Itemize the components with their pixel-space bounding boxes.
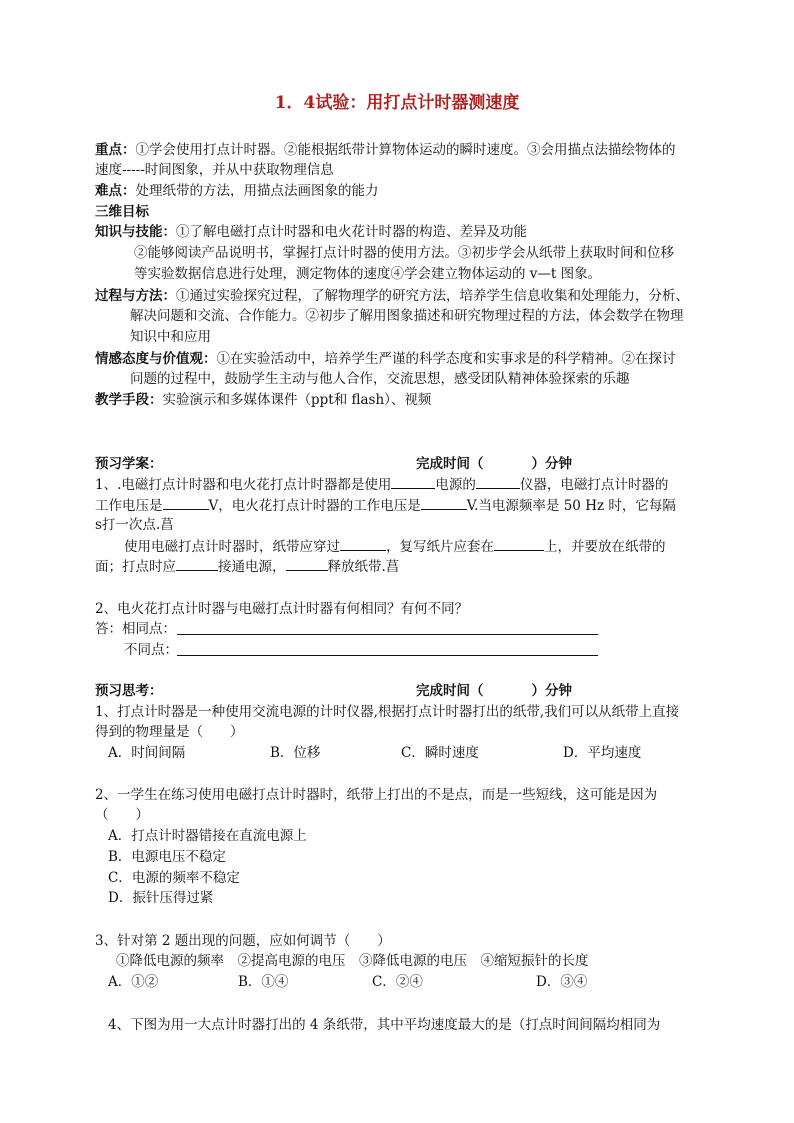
preview-study-time [416,455,572,473]
teaching-means-line [95,391,431,409]
blank-release-order[interactable] [286,557,328,571]
preview-study-time-unit: ）分钟 [531,456,572,472]
emotion-label: 情感态度与价值观： [95,351,217,367]
skill-label: 知识与技能： [95,224,176,240]
think-q3-option-d[interactable]: D．③④ [536,974,588,990]
preview-think-time-label: 完成时间（ [416,683,484,699]
skill-line-3: 等实验数据信息进行处理，测定物体的速度④学会建立物体运动的 v—t 图象。 [134,266,602,282]
think-q2-line-2: （ ） [95,807,149,823]
process-line-2: 解决问题和交流、合作能力。②初步了解用图象描述和研究物理过程的方法，体会数学在物理 [130,308,684,324]
think-q2-line-1: 2、一学生在练习使用电磁打点计时器时，纸带上打出的不是点，而是一些短线，这可能是因为 [95,787,658,803]
stray-glyph-mark-2: 菖 [385,559,400,575]
preview-study-heading: 预习学案： [95,456,163,472]
study-q1-line-5: 面；打点时应 接通电源， 释放纸带.菖 [95,559,400,575]
think-q2-option-a[interactable]: A．打点计时器错接在直流电源上 [108,828,307,844]
process-text-1: ①通过实验探究过程，了解物理学的研究方法，培养学生信息收集和处理能力，分析、 [176,288,689,304]
emotion-line-1 [95,350,676,368]
skill-line-2: ②能够阅读产品说明书，掌握打点计时器的使用方法。③初步学会从纸带上获取时间和位移 [134,245,674,261]
answer-line-same[interactable] [177,634,598,635]
teaching-means-label: 教学手段： [95,392,163,408]
think-q1-line-1: 1、打点计时器是一种使用交流电源的计时仪器,根据打点计时器打出的纸带,我们可以从纸带上直接 [95,704,680,720]
think-q1-line-2: 得到的物理量是（ ） [95,724,244,740]
study-q1-line-3: s打一次点.菖 [95,517,174,533]
study-q1-line-2: 工作电压是 V，电火花打点计时器的工作电压是 V.当电源频率是 50 Hz 时，它每隔 [95,498,676,514]
study-q1-line-1: 1、.电磁打点计时器和电火花打点计时器都是使用 电源的 仪器，电磁打点计时器的 [95,477,669,493]
think-q3-option-c[interactable]: C．②④ [372,974,423,990]
think-q2-option-d[interactable]: D．振针压得过紧 [108,890,214,906]
difficult-points-line [95,182,379,200]
difficult-points-text: 处理纸带的方法，用描点法画图象的能力 [135,183,379,199]
stray-glyph-mark: 菖 [160,517,174,533]
blank-power-order[interactable] [176,557,218,571]
process-label: 过程与方法： [95,288,176,304]
key-points-text-1: ①学会使用打点计时器。②能根据纸带计算物体运动的瞬时速度。③会用描点法描绘物体的 [135,142,676,158]
process-line-1 [95,287,689,305]
key-points-line-1 [95,141,676,159]
think-q1-option-c[interactable]: C．瞬时速度 [401,745,479,761]
blank-tape-through[interactable] [340,537,386,551]
study-q1-line-4: 使用电磁打点计时器时，纸带应穿过 ，复写纸片应套在 上，并要放在纸带的 [124,539,666,555]
answer-line-diff[interactable] [177,655,598,656]
think-q1-option-a[interactable]: A．时间间隔 [108,745,186,761]
study-q2-diff-label: 不同点： [124,642,178,658]
think-q1-option-d[interactable]: D．平均速度 [563,745,642,761]
blank-power-type[interactable] [391,475,435,489]
blank-spark-voltage[interactable] [421,496,467,510]
preview-think-time [416,682,572,700]
preview-think-time-unit: ）分钟 [531,683,572,699]
preview-think-heading: 预习思考： [95,683,163,699]
key-points-line-2: 速度-----时间图象，并从中获取物理信息 [95,162,334,178]
emotion-line-2: 问题的过程中，鼓励学生主动与他人合作，交流思想，感受团队精神体验探索的乐趣 [130,371,630,387]
blank-electromagnetic-voltage[interactable] [163,496,209,510]
study-q2-same-label: 答：相同点： [95,621,176,637]
emotion-text-1: ①在实验活动中，培养学生严谨的科学态度和实事求是的科学精神。②在探讨 [216,351,676,367]
teaching-means-text: 实验演示和多媒体课件（ppt和 flash）、视频 [162,392,432,408]
think-q1-option-b[interactable]: B．位移 [270,745,321,761]
think-q3-choices: ①降低电源的频率 ②提高电源的电压 ③降低电源的电压 ④缩短振针的长度 [116,953,589,969]
blank-instrument[interactable] [476,475,520,489]
think-q3-option-a[interactable]: A．①② [108,974,159,990]
key-points-label: 重点： [95,142,136,158]
think-q3-line-1: 3、针对第 2 题出现的问题，应如何调节（ ） [95,933,391,949]
blank-carbon-paper[interactable] [494,537,544,551]
difficult-points-label: 难点： [95,183,136,199]
three-dim-goals-heading: 三维目标 [95,204,149,220]
skill-text-1: ①了解电磁打点计时器和电火花计时器的构造、差异及功能 [176,224,527,240]
think-q2-option-c[interactable]: C．电源的频率不稳定 [108,870,240,886]
process-line-3: 知识中和应用 [130,329,211,345]
skill-line-1 [95,223,527,241]
study-q2-line: 2、电火花打点计时器与电磁打点计时器有何相同？有何不同？ [95,601,469,617]
think-q2-option-b[interactable]: B．电源电压不稳定 [108,849,226,865]
page-title: 1．4试验：用打点计时器测速度 [274,93,520,113]
preview-study-time-label: 完成时间（ [416,456,484,472]
think-q4-line-1: 4、下图为用一大点计时器打出的 4 条纸带，其中平均速度最大的是（打点时间间隔均相同为 [108,1017,661,1033]
think-q3-option-b[interactable]: B．①④ [238,974,289,990]
